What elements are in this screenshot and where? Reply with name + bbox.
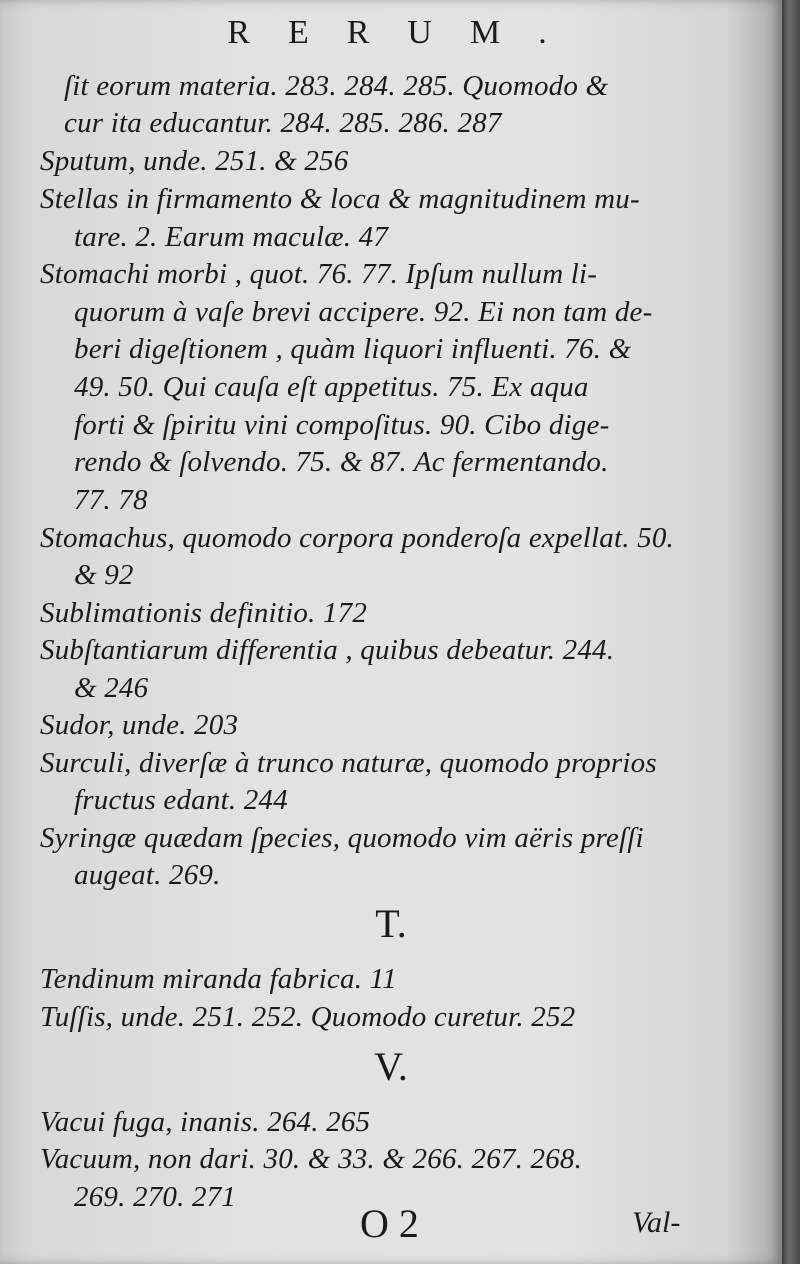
index-line: 49. 50. Qui cauſa eſt appetitus. 75. Ex aqua — [74, 371, 589, 403]
index-line: & 92 — [74, 559, 134, 591]
index-line: Vacui fuga, inanis. 264. 265 — [40, 1106, 371, 1138]
index-line: quorum à vaſe brevi accipere. 92. Ei non tam de- — [74, 296, 653, 328]
index-line: 77. 78 — [74, 484, 148, 516]
index-line: Stomachi morbi , quot. 76. 77. Ipſum nullum li- — [40, 258, 598, 290]
section-letter-v: V. — [374, 1044, 408, 1089]
book-gutter — [782, 0, 800, 1264]
index-line: rendo & ſolvendo. 75. & 87. Ac fermentando. — [74, 446, 609, 478]
index-line: Tendinum miranda fabrica. 11 — [40, 963, 397, 995]
index-line: Sputum, unde. 251. & 256 — [40, 145, 349, 177]
signature-mark: O 2 — [360, 1201, 419, 1246]
running-title: RERUM. — [227, 14, 585, 51]
index-line: Stellas in firmamento & loca & magnitudinem mu- — [40, 183, 640, 215]
index-line: Stomachus, quomodo corpora ponderoſa expellat. 50. — [40, 522, 674, 554]
index-line: 269. 270. 271 — [74, 1181, 237, 1213]
index-line: forti & ſpiritu vini compoſitus. 90. Cibo dige- — [74, 409, 610, 441]
catchword: Val- — [632, 1206, 681, 1239]
index-line: fructus edant. 244 — [74, 784, 288, 816]
index-line: Surculi, diverſæ à trunco naturæ, quomodo proprios — [40, 747, 657, 779]
index-line: Subſtantiarum differentia , quibus debeatur. 244. — [40, 634, 615, 666]
index-line: augeat. 269. — [74, 859, 221, 891]
index-line: Sudor, unde. 203 — [40, 709, 239, 741]
index-line: beri digeſtionem , quàm liquori influenti. 76. & — [74, 333, 632, 365]
index-line: Tuſſis, unde. 251. 252. Quomodo curetur. 252 — [40, 1001, 576, 1033]
index-line: & 246 — [74, 672, 149, 704]
index-line: Syringæ quædam ſpecies, quomodo vim aëris preſſi — [40, 822, 644, 854]
section-letter-t: T. — [375, 901, 407, 946]
index-line: Sublimationis definitio. 172 — [40, 597, 368, 629]
index-line: ſit eorum materia. 283. 284. 285. Quomodo & — [64, 70, 609, 102]
index-line: tare. 2. Earum maculæ. 47 — [74, 221, 389, 253]
index-line: cur ita educantur. 284. 285. 286. 287 — [64, 107, 502, 139]
index-line: Vacuum, non dari. 30. & 33. & 266. 267. 268. — [40, 1143, 583, 1175]
